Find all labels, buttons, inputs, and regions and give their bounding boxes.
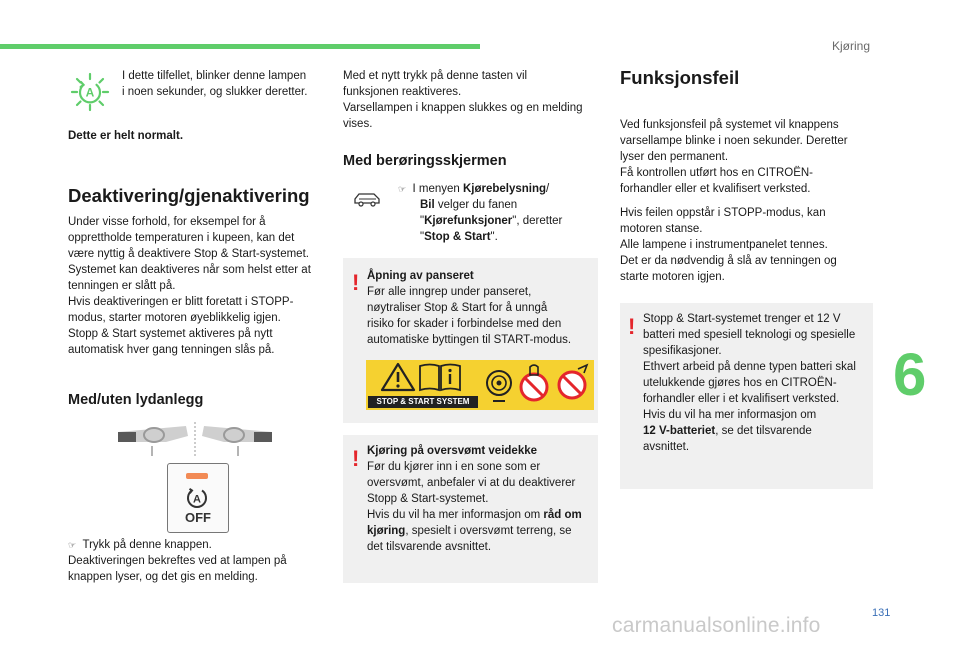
- off-label: OFF: [185, 510, 211, 525]
- section-label: Kjøring: [832, 39, 871, 53]
- finger-icon: ☞: [398, 184, 407, 194]
- no-tool-icon: [556, 363, 590, 403]
- battery-warning-text: Stopp & Start-systemet trenger et 12 V batteri med spesiell teknologi og spesielle spesifikasjoner. Ethvert arbeid på denne typen batteri skal utelukkende gjøres hos en CITROËN- forhandler eller i et kvalifisert verksted. Hvis du vil ha mer informasjon om 12 V-batteriet, se det tilsvarende avsnittet.: [643, 313, 856, 453]
- menu-instructions: ☞ I menyen Kjørebelysning/ Bil velger du fanen "Kjørefunksjoner", deretter "Stop & Start".: [398, 183, 563, 243]
- finger-icon: ☞: [68, 540, 77, 550]
- warning-icon: !: [352, 446, 360, 471]
- normal-note: Dette er helt normalt.: [68, 130, 184, 142]
- chapter-number: 6: [893, 341, 927, 408]
- no-hand-icon: [518, 361, 550, 407]
- fault-text-1: Ved funksjonsfeil på systemet vil knappens varsellampe blinke i noen sekunder. Deretter lyser den permanent. Få kontrollen utført hos en CITROËN- forhandler eller et kvalifisert verksted.: [620, 119, 848, 195]
- page-number: 131: [872, 607, 891, 619]
- svg-text:A: A: [85, 85, 95, 100]
- warning-triangle-icon: [380, 362, 416, 392]
- car-menu-icon: [352, 189, 382, 209]
- dashboard-illustration: [116, 420, 274, 460]
- reactivate-text: Med et nytt trykk på denne tasten vil funksjonen reaktiveres. Varsellampen i knappen slukkes og en melding vises.: [343, 70, 583, 130]
- stop-start-indicator-icon: [70, 72, 110, 112]
- deactivation-text: Under visse forhold, for eksempel for å opprettholde temperaturen i kupeen, kan det være nyttig å deaktivere Stop & Start-systemet. Systemet kan deaktiveres når som helst etter at tenningen er slått på. Hvis deaktiveringen er blitt foretatt i STOPP- modus, starter motoren øyeblikkelig igjen. Stopp & Start systemet aktiveres på nytt automatisk hver gang tenningen slås på.: [68, 216, 311, 356]
- warning-icon: !: [628, 314, 636, 339]
- press-button-text: ☞ Trykk på denne knappen. Deaktiveringen bekreftes ved at lampen på knappen lyser, og det gis en melding.: [68, 539, 287, 583]
- fault-text-2: Hvis feilen oppstår i STOPP-modus, kan motoren stanse. Alle lampene i instrumentpanelet tennes. Det er da nødvendig å slå av tenningen og starte motoren igjen.: [620, 207, 837, 283]
- fault-heading: Funksjonsfeil: [620, 67, 740, 88]
- flood-warning-text: Kjøring på oversvømt veidekke Før du kjører inn i en sone som er oversvømt, anbefaler vi at du deaktiverer Stopp & Start-systemet. Hvis du vil ha mer informasjon om råd om kjøring, spesielt i oversvømt terreng, se det tilsvarende avsnittet.: [367, 445, 582, 553]
- deactivation-heading: Deaktivering/gjenaktivering: [68, 185, 310, 206]
- fan-belt-icon: [484, 361, 514, 407]
- audio-heading: Med/uten lydanlegg: [68, 392, 204, 408]
- stop-start-label-text: STOP & START SYSTEM: [368, 396, 478, 408]
- header-bar: [0, 44, 480, 49]
- watermark: carmanualsonline.info: [612, 614, 821, 637]
- intro-text: I dette tilfellet, blinker denne lampen i noen sekunder, og slukker deretter.: [122, 70, 308, 98]
- manual-book-icon: [418, 362, 462, 392]
- warning-icon: !: [352, 270, 360, 295]
- off-button-led: [186, 473, 208, 479]
- touchscreen-heading: Med berøringsskjermen: [343, 153, 507, 169]
- svg-text:A: A: [193, 493, 201, 506]
- hood-warning-text: Åpning av panseret Før alle inngrep under panseret, nøytraliser Stop & Start for å unngå risiko for skader i forbindelse med den automatiske byttingen til START-modus.: [367, 270, 572, 346]
- auto-stop-start-icon: [184, 485, 210, 511]
